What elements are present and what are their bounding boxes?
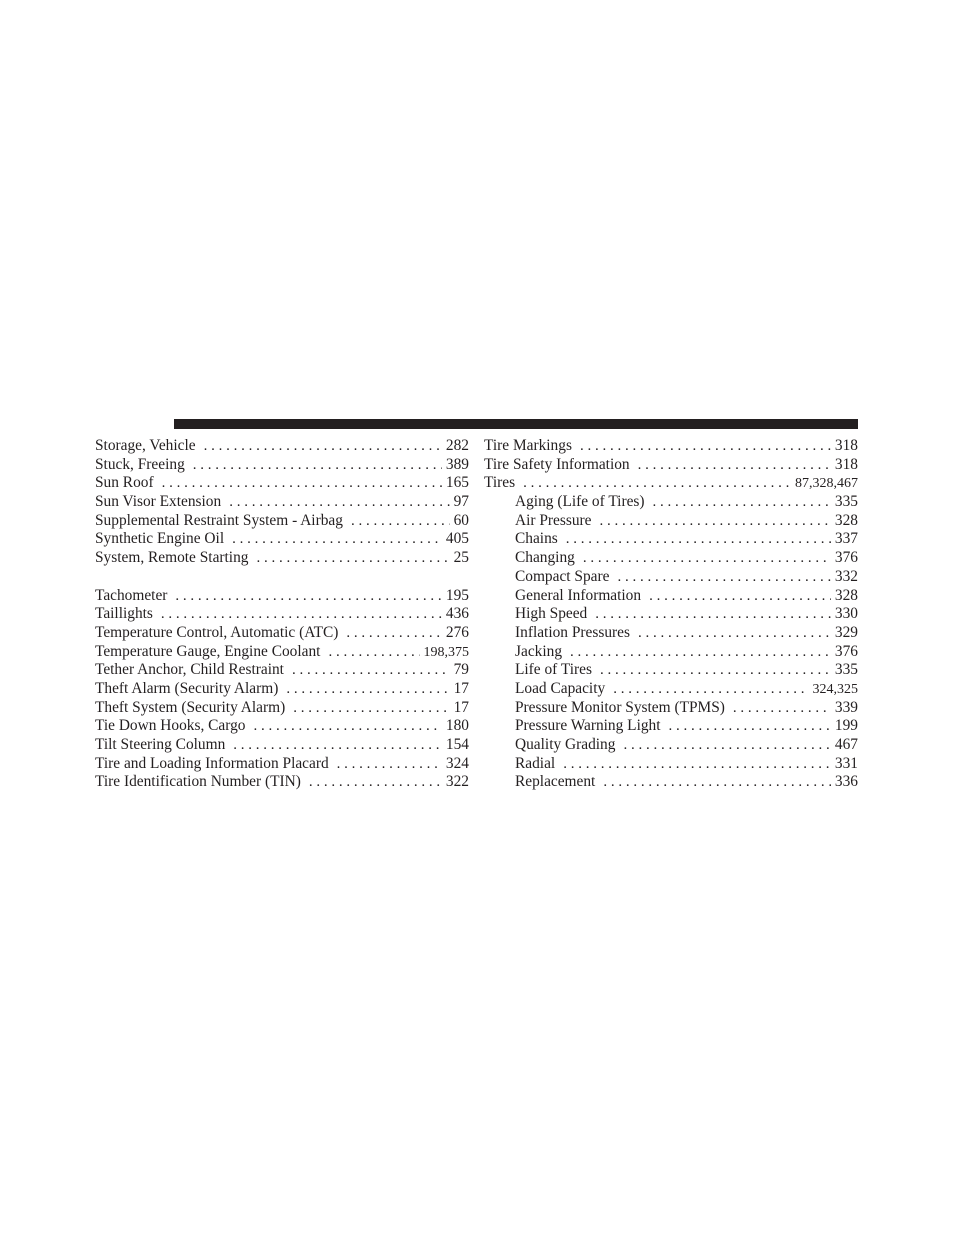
index-page: 25 — [453, 549, 469, 567]
index-subentry — [484, 530, 858, 549]
index-page: 332 — [834, 567, 858, 585]
index-entry — [95, 474, 469, 493]
index-subentry — [484, 624, 858, 643]
index-entry — [95, 587, 469, 606]
dot-leader — [309, 773, 442, 792]
index-page: 154 — [445, 736, 469, 753]
index-term: Tires — [484, 474, 516, 492]
index-page: 322 — [445, 773, 469, 791]
dot-leader — [595, 605, 831, 624]
index-term: Supplemental Restraint System - Airbag — [95, 511, 343, 529]
dot-leader — [204, 437, 442, 456]
dot-leader — [733, 699, 831, 718]
index-entry — [95, 736, 469, 755]
index-entry — [95, 755, 469, 774]
dot-leader — [613, 680, 808, 699]
index-term: Chains — [515, 530, 558, 548]
index-page: 87,328,467 — [795, 476, 858, 492]
index-page: 405 — [445, 530, 469, 548]
index-subentry — [484, 605, 858, 624]
index-term: Storage, Vehicle — [95, 437, 196, 454]
index-page: 331 — [834, 754, 858, 772]
dot-leader — [337, 755, 442, 774]
index-page: 60 — [453, 511, 469, 529]
dot-leader — [256, 549, 449, 568]
index-page: 324,325 — [812, 681, 858, 697]
index-page: 389 — [445, 455, 469, 473]
index-page: 324 — [445, 754, 469, 772]
index-subentry — [484, 587, 858, 606]
index-page: 17 — [453, 698, 469, 716]
dot-leader — [583, 549, 831, 568]
index-entry — [484, 456, 858, 475]
index-entry — [95, 437, 469, 456]
dot-leader — [623, 736, 830, 755]
dot-leader — [292, 661, 450, 680]
index-term: Tire Safety Information — [484, 455, 630, 473]
index-page: 328 — [834, 586, 858, 604]
index-page: 436 — [445, 605, 469, 623]
index-page: 195 — [445, 586, 469, 604]
dot-leader — [175, 587, 441, 606]
index-page: 276 — [445, 623, 469, 641]
index-term: Jacking — [515, 642, 563, 660]
dot-leader — [603, 773, 831, 792]
index-subentry — [484, 699, 858, 718]
index-page: 180 — [445, 717, 469, 735]
index-term: Tire and Loading Information Placard — [95, 754, 329, 772]
index-page: 198,375 — [423, 644, 469, 660]
index-entry — [95, 624, 469, 643]
index-column-right — [484, 437, 858, 792]
index-term: Tire Identification Number (TIN) — [95, 773, 301, 791]
index-term: Life of Tires — [515, 661, 592, 679]
index-term: High Speed — [515, 605, 588, 623]
index-entry — [484, 474, 858, 493]
dot-leader — [193, 456, 442, 475]
dot-leader — [653, 493, 831, 512]
index-term: Replacement — [515, 773, 596, 791]
index-subentry — [484, 717, 858, 736]
index-term: Theft System (Security Alarm) — [95, 698, 286, 716]
index-subentry — [484, 773, 858, 792]
dot-leader — [351, 512, 450, 531]
index-page: 282 — [445, 437, 469, 454]
dot-leader — [600, 512, 831, 531]
index-entry — [95, 456, 469, 475]
index-term: Tachometer — [95, 586, 168, 604]
index-term: Inflation Pressures — [515, 623, 630, 641]
index-page: 165 — [445, 474, 469, 492]
index-page: 329 — [834, 623, 858, 641]
index-subentry — [484, 512, 858, 531]
dot-leader — [523, 474, 791, 493]
index-entry — [95, 699, 469, 718]
index-page: 17 — [453, 679, 469, 697]
index-entry — [95, 661, 469, 680]
index-term: Tilt Steering Column — [95, 736, 226, 753]
index-subentry — [484, 643, 858, 662]
index-term: Load Capacity — [515, 679, 606, 697]
dot-leader — [233, 736, 442, 755]
index-subentry — [484, 661, 858, 680]
index-entry — [95, 530, 469, 549]
index-term: Tire Markings — [484, 437, 572, 454]
index-page: 376 — [834, 642, 858, 660]
index-column-left — [95, 437, 469, 792]
index-page: 97 — [453, 493, 469, 511]
index-entry — [484, 437, 858, 456]
index-term: Synthetic Engine Oil — [95, 530, 225, 548]
dot-leader — [638, 624, 831, 643]
index-term: Pressure Warning Light — [515, 717, 661, 735]
dot-leader — [617, 568, 830, 587]
index-term: Pressure Monitor System (TPMS) — [515, 698, 725, 716]
dot-leader — [162, 474, 442, 493]
index-term: Radial — [515, 754, 556, 772]
index-entry — [95, 680, 469, 699]
index-subentry — [484, 680, 858, 699]
index-page: 336 — [834, 773, 858, 791]
dot-leader — [229, 493, 449, 512]
dot-leader — [346, 624, 442, 643]
index-page: 318 — [834, 455, 858, 473]
index-term: General Information — [515, 586, 642, 604]
index-page: 79 — [453, 661, 469, 679]
dot-leader — [254, 717, 442, 736]
index-subentry — [484, 549, 858, 568]
index-page: 376 — [834, 549, 858, 567]
dot-leader — [232, 530, 442, 549]
dot-leader — [328, 643, 419, 662]
index-term: Sun Visor Extension — [95, 493, 222, 511]
dot-leader — [600, 661, 831, 680]
header-rule — [174, 419, 858, 429]
index-term: Air Pressure — [515, 511, 592, 529]
dot-leader — [286, 680, 449, 699]
index-page: 335 — [834, 493, 858, 511]
dot-leader — [563, 755, 831, 774]
index-term: Compact Spare — [515, 567, 610, 585]
index-subentry — [484, 755, 858, 774]
dot-leader — [570, 643, 831, 662]
dot-leader — [161, 605, 442, 624]
dot-leader — [649, 587, 831, 606]
dot-leader — [638, 456, 831, 475]
index-term: Tether Anchor, Child Restraint — [95, 661, 284, 679]
index-term: System, Remote Starting — [95, 549, 249, 567]
index-page: 328 — [834, 511, 858, 529]
index-subentry — [484, 493, 858, 512]
dot-leader — [669, 717, 831, 736]
index-page: 199 — [834, 717, 858, 735]
index-term: Sun Roof — [95, 474, 154, 492]
index-term: Theft Alarm (Security Alarm) — [95, 679, 279, 697]
index-subentry — [484, 568, 858, 587]
index-page: 467 — [834, 736, 858, 753]
index-entry — [95, 773, 469, 792]
index-entry — [95, 493, 469, 512]
index-entry — [95, 512, 469, 531]
index-page: 318 — [834, 437, 858, 454]
index-entry — [95, 643, 469, 662]
index-term: Aging (Life of Tires) — [515, 493, 645, 511]
index-term: Quality Grading — [515, 736, 616, 753]
index-entry — [95, 549, 469, 568]
index-page: 337 — [834, 530, 858, 548]
index-subentry — [484, 736, 858, 755]
index-term: Temperature Control, Automatic (ATC) — [95, 623, 339, 641]
index-page: 339 — [834, 698, 858, 716]
dot-leader — [580, 437, 831, 456]
index-entry — [95, 605, 469, 624]
dot-leader — [566, 530, 831, 549]
dot-leader — [293, 699, 449, 718]
index-term: Temperature Gauge, Engine Coolant — [95, 642, 321, 660]
index-term: Changing — [515, 549, 575, 567]
index-entry — [95, 717, 469, 736]
section-gap — [95, 568, 469, 587]
index-term: Stuck, Freeing — [95, 455, 185, 473]
index-term: Tie Down Hooks, Cargo — [95, 717, 246, 735]
index-page: 330 — [834, 605, 858, 623]
index-page: 335 — [834, 661, 858, 679]
index-term: Taillights — [95, 605, 153, 623]
